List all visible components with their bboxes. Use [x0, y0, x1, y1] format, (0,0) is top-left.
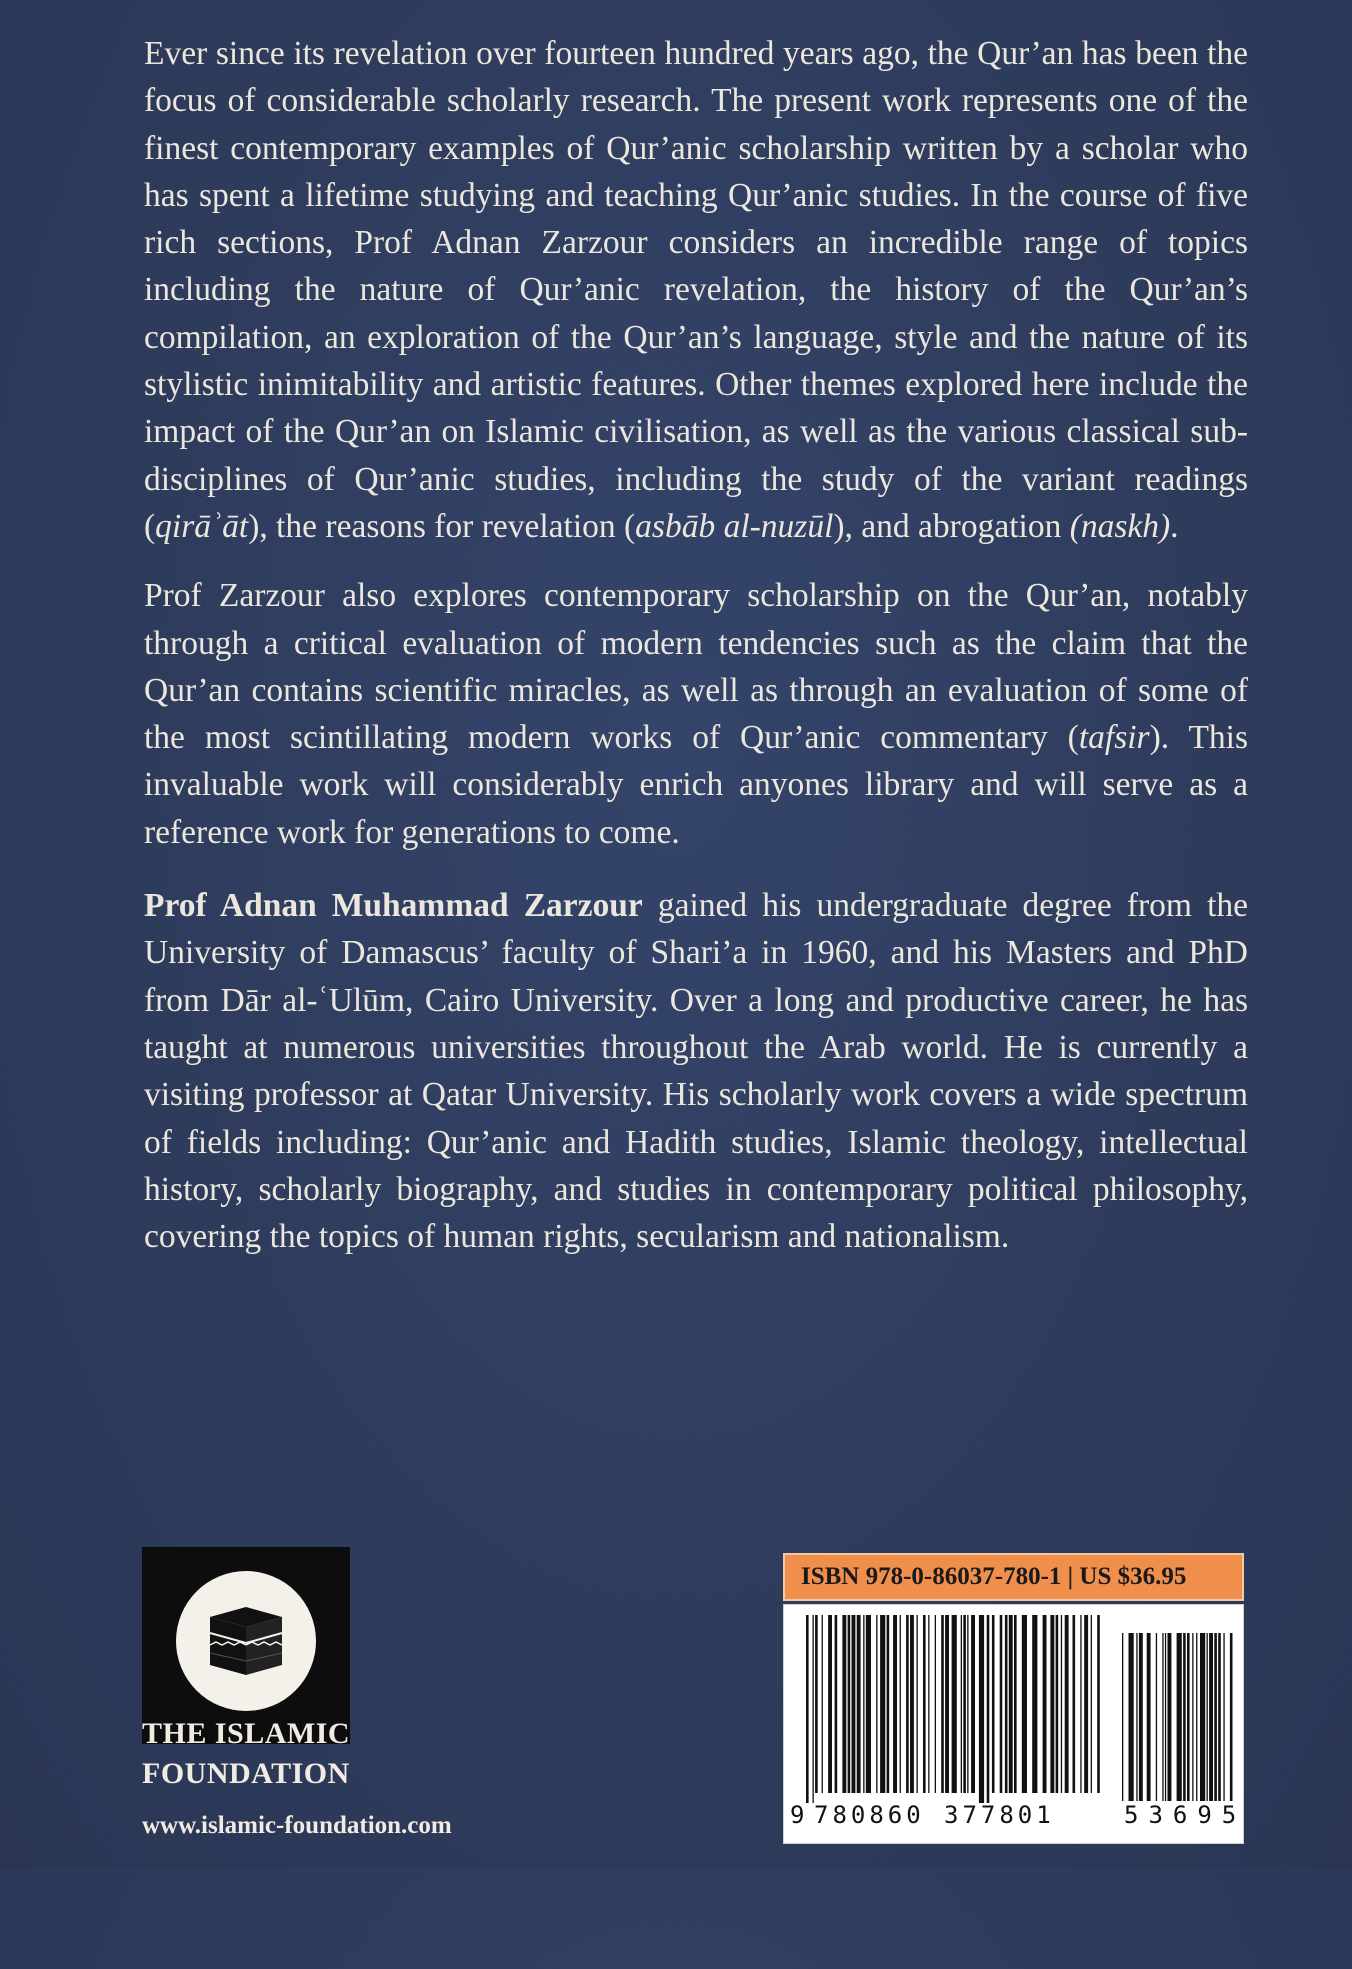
author-bio-paragraph	[144, 882, 1248, 1260]
text-run: Ever since its revelation over fourteen hundred years ago, the Qur’an has been the focus of considerable scholarly research. The present work represents one of the finest contemporary examples of Qur’anic scholarship written by a scholar who has spent a lifetime studying and teaching Qur’anic studies. In the course of five rich sections, Prof Adnan Zarzour considers an incredible range of topics including the nature of Qur’anic revelation, the history of the Qur’an’s compilation, an exploration of the Qur’an’s language, style and the nature of its stylistic inimitability and artistic features. Other themes explored here include the impact of the Qur’an on Islamic civilisation, as well as the various classical sub-disciplines of Qur’anic studies, including the study of the variant readings (	[144, 35, 1248, 545]
barcode-bar	[1129, 1633, 1134, 1801]
barcode-bar	[1056, 1615, 1059, 1793]
barcode-bar	[1156, 1633, 1157, 1801]
barcode-bar	[910, 1615, 914, 1793]
barcode-bar	[1162, 1633, 1163, 1801]
publisher-url[interactable]: www.islamic-foundation.com	[142, 1812, 452, 1839]
barcode-bar	[1022, 1615, 1027, 1793]
barcode-bar	[1168, 1633, 1172, 1801]
barcode-digits	[784, 1801, 1245, 1835]
barcode-bar	[815, 1615, 818, 1793]
barcode-bar	[945, 1615, 949, 1793]
barcode-bar	[941, 1615, 944, 1793]
barcode-bar	[1032, 1615, 1037, 1793]
barcode-bar	[835, 1615, 838, 1793]
barcode-bar	[1014, 1615, 1017, 1793]
publisher-name-line-1: THE ISLAMIC	[142, 1717, 351, 1750]
barcode-bar	[1200, 1633, 1205, 1801]
barcode-bar	[1080, 1615, 1081, 1793]
barcode-bar	[828, 1615, 832, 1793]
barcode-bar	[900, 1615, 901, 1793]
barcode-bar	[963, 1615, 966, 1793]
barcode-bar	[1218, 1633, 1221, 1801]
barcode-bar	[842, 1615, 846, 1793]
barcode-bar	[917, 1615, 918, 1793]
description-paragraph-1	[144, 30, 1248, 550]
barcode-bar	[1139, 1633, 1143, 1801]
italic-term: (naskh)	[1069, 507, 1171, 545]
barcode-bar	[1223, 1633, 1224, 1801]
barcode-bar	[1091, 1615, 1092, 1793]
barcode-bar	[979, 1615, 984, 1803]
publisher-name-line-2: FOUNDATION	[142, 1757, 350, 1790]
barcode-bar	[1065, 1615, 1069, 1793]
barcode-bar	[893, 1615, 897, 1793]
barcode-bar	[857, 1615, 861, 1793]
barcode-bar	[1097, 1615, 1100, 1793]
barcode-bar	[971, 1615, 975, 1793]
text-run: .	[1170, 507, 1179, 545]
barcode-bar	[1165, 1633, 1166, 1801]
barcode-bar	[952, 1615, 957, 1793]
barcode-bar	[987, 1615, 990, 1803]
italic-term: asbāb al-nuzūl	[635, 507, 834, 545]
barcode-bar	[1214, 1633, 1217, 1801]
publisher-info	[142, 1714, 452, 1846]
barcode-bar	[1073, 1615, 1076, 1793]
barcode-bar	[1050, 1615, 1054, 1793]
barcode-bar	[1043, 1615, 1047, 1793]
description-paragraph-2	[144, 572, 1248, 856]
italic-term: qirāʾāt	[155, 507, 249, 545]
barcode-bar	[1209, 1633, 1213, 1801]
text-run: Prof Zarzour also explores contemporary scholarship on the Qur’an, notably through a critical evaluation of modern tendencies such as the claim that the Qur’an contains scientific miracles, as well as through an evaluation of some of the most scintillating modern works of Qur’anic commentary (	[144, 577, 1248, 757]
barcode-bar	[852, 1615, 856, 1793]
author-name: Prof Adnan Muhammad Zarzour	[144, 887, 643, 925]
barcode-digit-prefix: 9	[790, 1801, 805, 1829]
barcode	[783, 1604, 1247, 1844]
barcode-bar	[1122, 1633, 1123, 1801]
barcode-bar	[863, 1615, 864, 1793]
barcode-bar	[1177, 1633, 1182, 1801]
barcode-bar	[1183, 1633, 1186, 1801]
barcode-bar	[967, 1615, 968, 1793]
text-run: ). This invaluable work will considerably enrich anyones library and will serve as a reference work for generations to come.	[144, 719, 1249, 851]
logo-circle	[176, 1571, 316, 1711]
text-run: ), the reasons for revelation (	[248, 507, 636, 545]
barcode-bar	[1000, 1615, 1003, 1793]
barcode-bar	[876, 1615, 877, 1793]
barcode-bar	[1207, 1633, 1208, 1801]
barcode-bar	[822, 1615, 823, 1793]
barcode-bar	[1147, 1633, 1151, 1801]
barcode-bar	[1084, 1615, 1088, 1793]
italic-term: tafsir	[1078, 719, 1150, 757]
barcode-bar	[961, 1615, 962, 1793]
barcode-bar	[887, 1615, 890, 1793]
barcode-bar	[1061, 1615, 1062, 1793]
isbn-price-label: ISBN 978-0-86037-780-1 | US $36.95	[783, 1553, 1244, 1601]
barcode-digits-right: 377801	[944, 1801, 1055, 1829]
barcode-bar	[806, 1615, 809, 1803]
barcode-bar	[923, 1615, 926, 1793]
barcode-bar	[906, 1615, 909, 1793]
back-cover-text	[144, 30, 1248, 1282]
barcode-bar	[1005, 1615, 1008, 1793]
text-run: ), and abrogation	[833, 507, 1070, 545]
barcode-bar	[1187, 1633, 1190, 1801]
barcode-bar	[928, 1615, 929, 1793]
barcode-bar	[1009, 1615, 1013, 1793]
barcode-bar	[880, 1615, 885, 1793]
author-bio-text: gained his undergraduate degree from the University of Damascus’ faculty of Shari’a in 1960, and his Masters and PhD from Dār al-ʿUlūm, Cairo University. Over a long and productive career, he has taught at numerous universities throughout the Arab world. He is currently a visiting professor at Qatar University. His scholarly work covers a wide spectrum of fields including: Qur’anic and Hadith studies, Islamic theology, intellectual history, scholarly biography, and studies in contemporary political philosophy, covering the topics of human rights, secularism and nationalism.	[144, 887, 1249, 1256]
barcode-bar	[1230, 1633, 1233, 1801]
barcode-bar	[813, 1615, 814, 1803]
barcode-digits-left: 780860	[814, 1801, 925, 1829]
barcode-bar	[1136, 1633, 1137, 1801]
barcode-bar	[1196, 1633, 1197, 1801]
barcode-addon-digits: 53695	[1124, 1801, 1247, 1829]
barcode-bar	[935, 1615, 936, 1793]
barcode-bar	[1192, 1633, 1193, 1801]
barcode-bar	[992, 1615, 995, 1793]
barcode-bar	[848, 1615, 851, 1793]
barcode-bar	[866, 1615, 871, 1793]
